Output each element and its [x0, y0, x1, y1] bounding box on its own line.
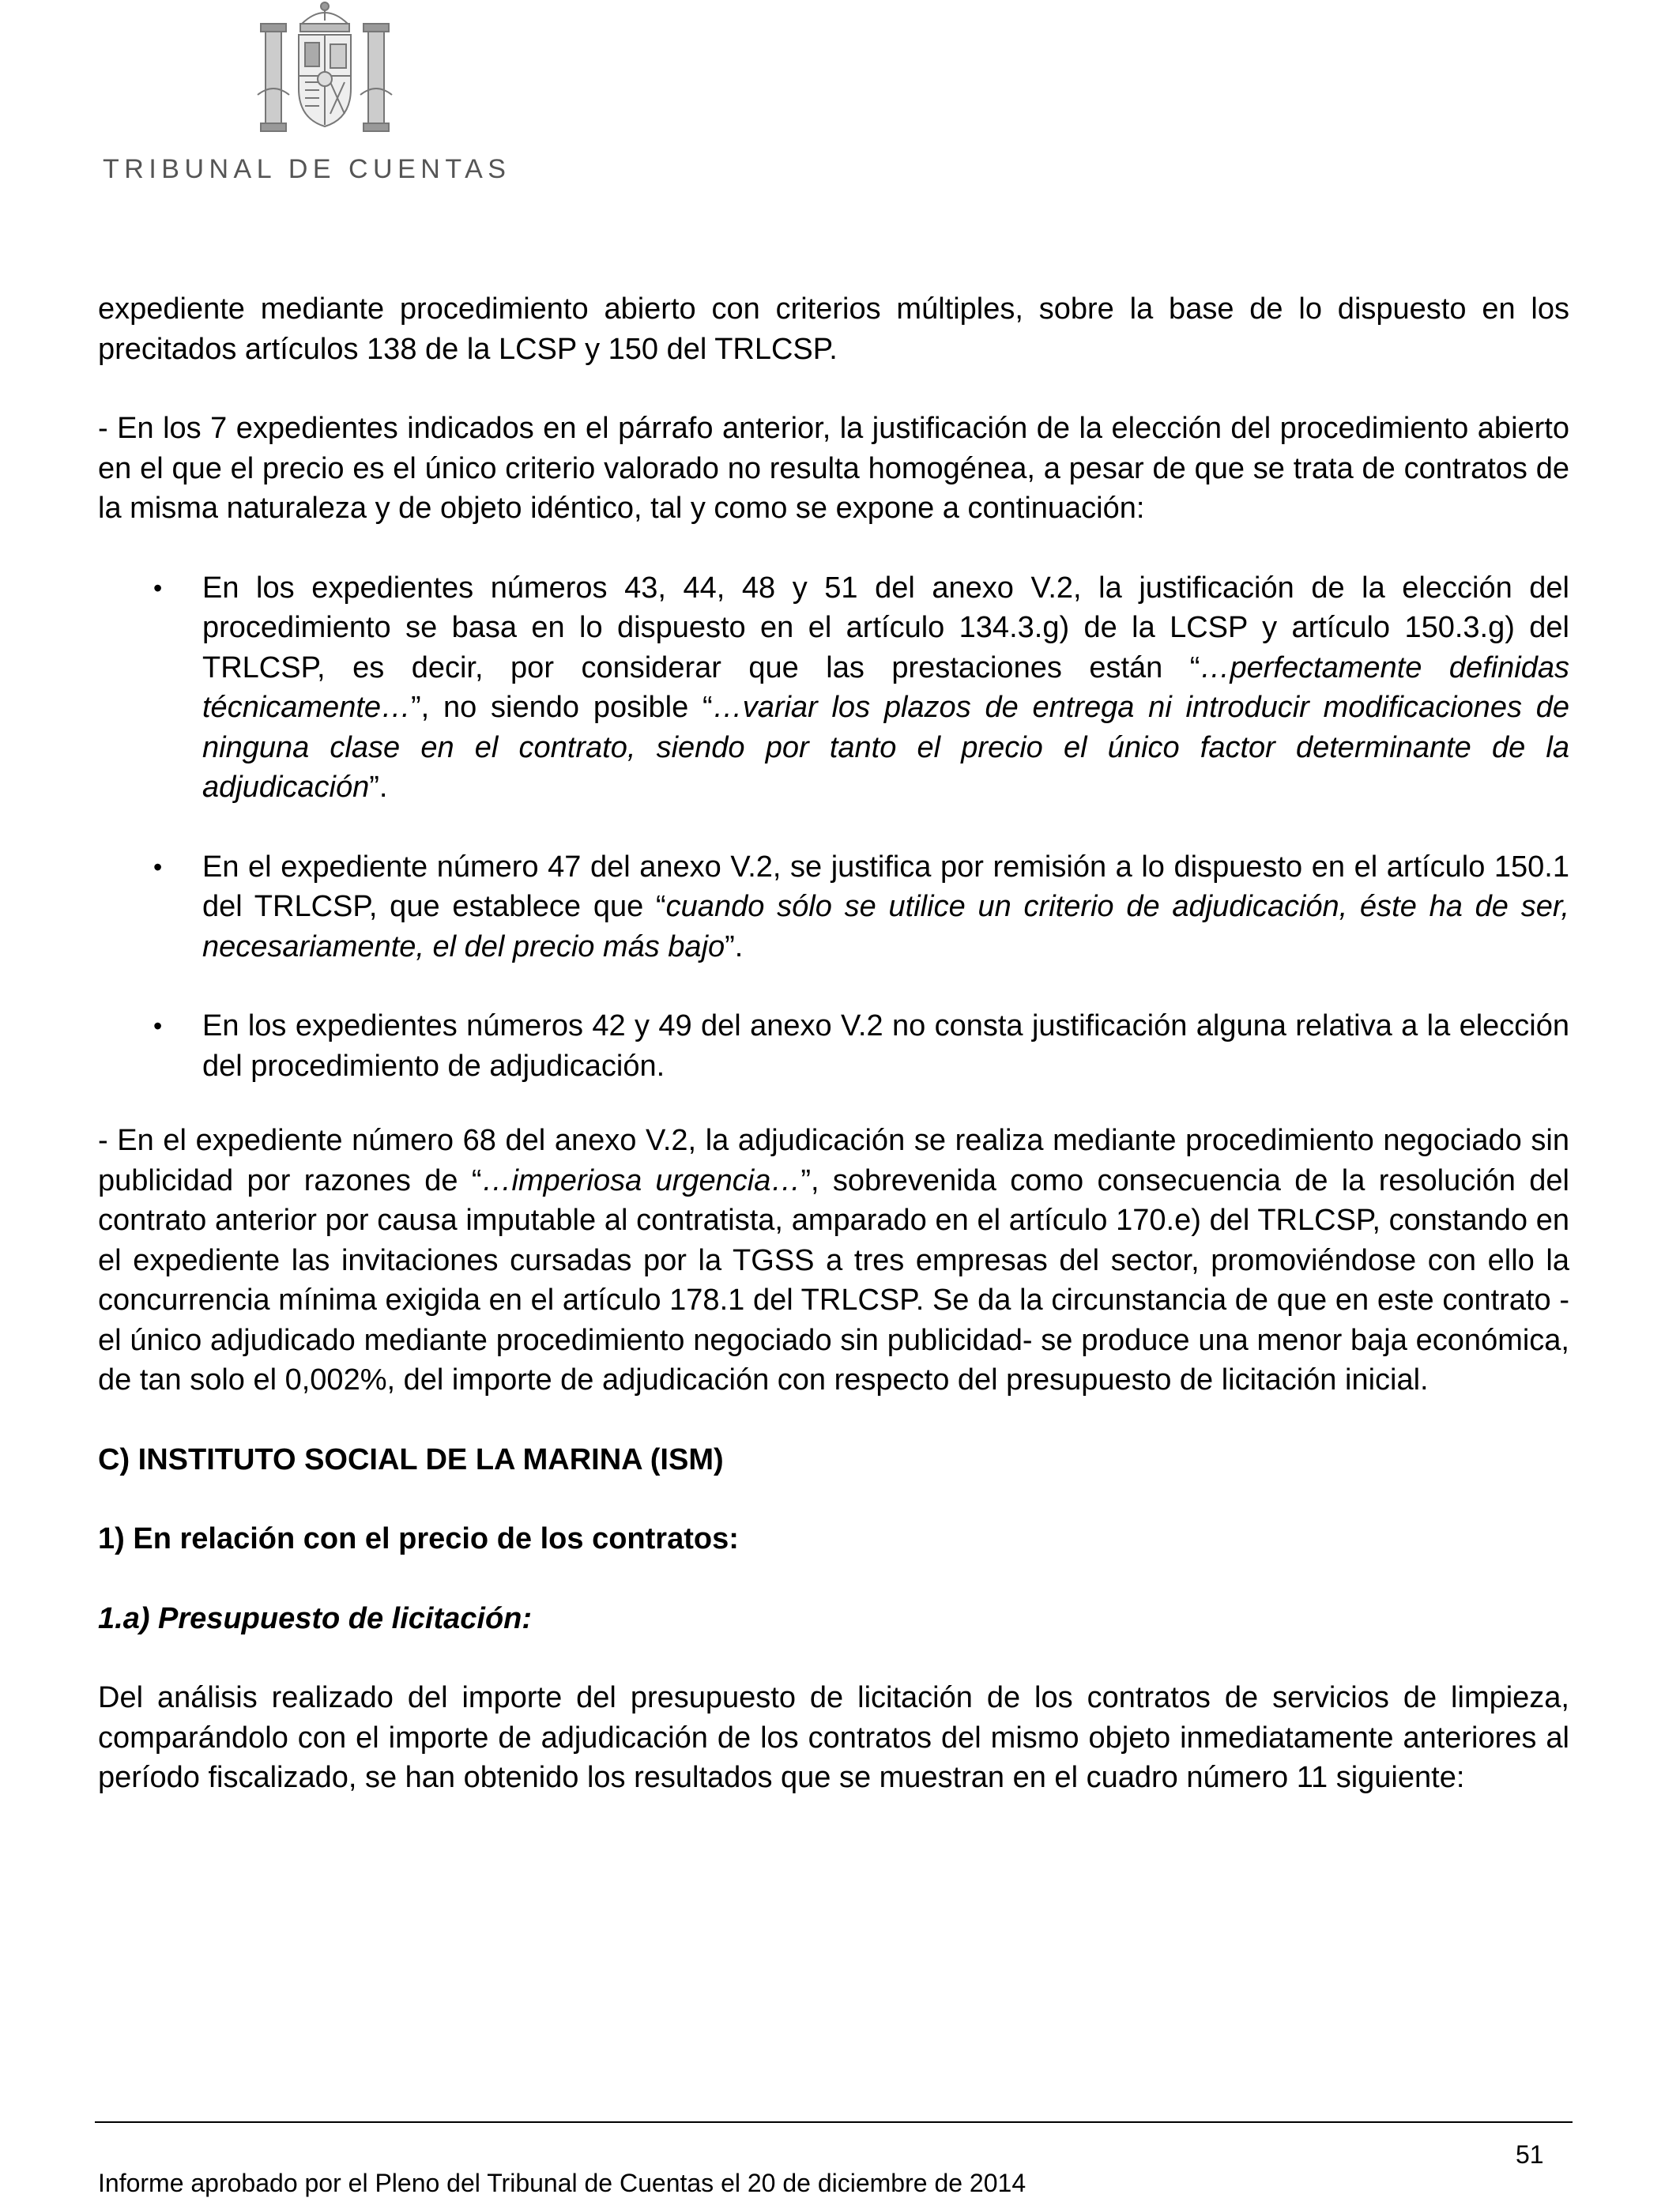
org-name: TRIBUNAL DE CUENTAS — [103, 154, 511, 184]
footer-divider — [95, 2121, 1573, 2123]
bullet-icon: • — [153, 573, 163, 602]
subsubsection-heading: 1.a) Presupuesto de licitación: — [98, 1601, 533, 1635]
coat-of-arms-icon — [254, 0, 395, 141]
paragraph: expediente mediante procedimiento abierto con criterios múltiples, sobre la base de lo dispuesto en los precitados artículos 138 de la LCSP y 150 del TRLCSP. — [98, 292, 1569, 366]
page-number: 51 — [1516, 2140, 1544, 2169]
document-body — [98, 289, 1569, 1798]
list-item: • En los expedientes números 42 y 49 del anexo V.2 no consta justificación alguna relativa a la elección del procedimiento de adjudicación. — [98, 1006, 1569, 1086]
list-item: • En el expediente número 47 del anexo V.2, se justifica por remisión a lo dispuesto en el artículo 150.1 del TRLCSP, que establece que “cuando sólo se utilice un criterio de adjudicación, éste ha de ser, necesariamente, el del precio más bajo”. — [98, 847, 1569, 967]
bullet-list — [98, 568, 1569, 1087]
subsection-heading: 1) En relación con el precio de los contratos: — [98, 1522, 739, 1555]
paragraph: - En los 7 expedientes indicados en el párrafo anterior, la justificación de la elección del procedimiento abierto en el que el precio es el único criterio valorado no resulta homogénea, a pesar de que se trata de contratos de la misma naturaleza y de objeto idéntico, tal y como se expone a continuación: — [98, 412, 1569, 525]
list-item: • En los expedientes números 43, 44, 48 y 51 del anexo V.2, la justificación de la elección del procedimiento se basa en lo dispuesto en el artículo 134.3.g) de la LCSP y artículo 150.3.g) del TRLCSP, es decir, por considerar que las prestaciones están “…perfectamente definidas técnicamente…”, no siendo posible “…variar los plazos de entrega ni introducir modificaciones de ninguna clase en el contrato, siendo por tanto el precio el único factor determinante de la adjudicación”. — [98, 568, 1569, 808]
bullet-icon: • — [153, 1012, 163, 1040]
paragraph: Del análisis realizado del importe del presupuesto de licitación de los contratos de servicios de limpieza, comparándolo con el importe de adjudicación de los contratos del mismo objeto inmediatamente anteriores al período fiscalizado, se han obtenido los resultados que se muestran en el cuadro número 11 siguiente: — [98, 1681, 1569, 1794]
footer-note: Informe aprobado por el Pleno del Tribunal de Cuentas el 20 de diciembre de 2014 — [98, 2169, 1026, 2197]
section-heading: C) INSTITUTO SOCIAL DE LA MARINA (ISM) — [98, 1442, 724, 1476]
bullet-icon: • — [153, 852, 163, 881]
paragraph: - En el expediente número 68 del anexo V.2, la adjudicación se realiza mediante procedimiento negociado sin publicidad por razones de “…imperiosa urgencia…”, sobrevenida como consecuencia de la resolución del contrato anterior por causa imputable al contratista, amparado en el artículo 170.e) del TRLCSP, constando en el expediente las invitaciones cursadas por la TGSS a tres empresas del sector, promoviéndose con ello la concurrencia mínima exigida en el artículo 178.1 del TRLCSP. Se da la circunstancia de que en este contrato -el único adjudicado mediante procedimiento negociado sin publicidad- se produce una menor baja económica, de tan solo el 0,002%, del importe de adjudicación con respecto del presupuesto de licitación inicial. — [98, 1124, 1569, 1397]
